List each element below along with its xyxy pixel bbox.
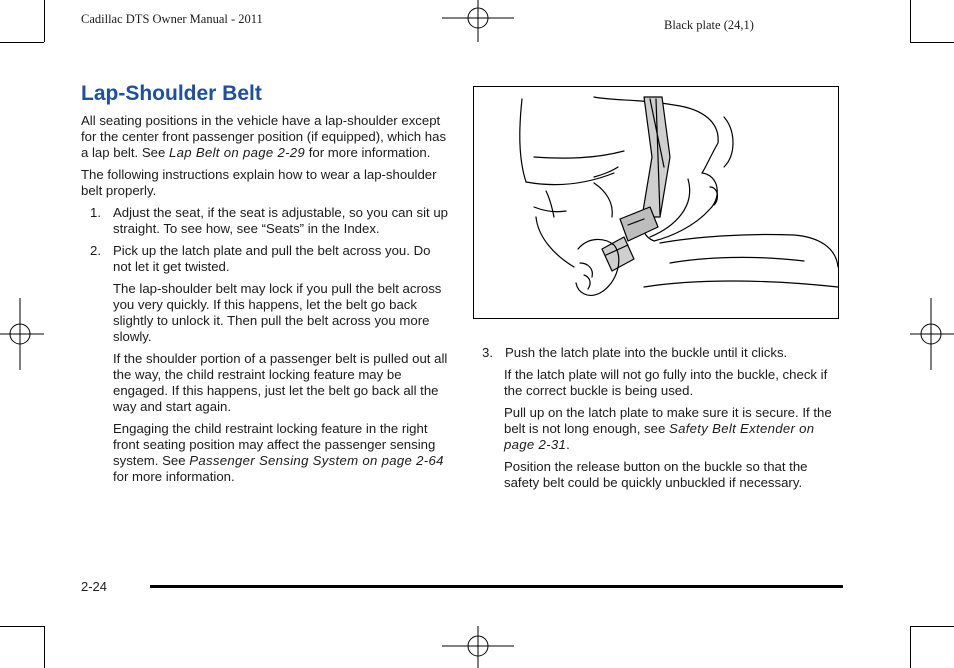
- step-2-note-child-restraint: If the shoulder portion of a passenger belt is pulled out all the way, the child restraint locking feature may be engaged. If this happens, just let the belt go back all the way and start again.: [113, 351, 448, 414]
- section-title: Lap-Shoulder Belt: [81, 82, 262, 105]
- latch-plate-drawing: [474, 87, 838, 318]
- footer-rule: [150, 585, 843, 588]
- step-3: 3. Push the latch plate into the buckle until it clicks.: [482, 345, 788, 360]
- step-2-note-lock: The lap-shoulder belt may lock if you pull the belt across you very quickly. If this happens, let the belt go back slightly to unlock it. Then pull the belt across you more slowly.: [113, 281, 442, 344]
- registration-mark-right: [910, 298, 954, 370]
- registration-mark-bottom: [442, 626, 514, 668]
- step-2-note-sensing: Engaging the child restraint locking feature in the right front seating position may affect the passenger sensing system. See Passenger Sensing System on page 2-64 for more information.: [113, 421, 444, 484]
- crop-mark: [910, 42, 954, 43]
- page-number: 2-24: [81, 579, 108, 594]
- crop-mark: [910, 626, 911, 668]
- safety-belt-extender-link[interactable]: Safety Belt Extender on page 2-31: [504, 421, 815, 452]
- crop-mark: [0, 626, 44, 627]
- crop-mark: [44, 626, 45, 668]
- crop-mark: [0, 42, 44, 43]
- left-column: [81, 113, 451, 491]
- intro-paragraph: All seating positions in the vehicle have a lap-shoulder except for the center front passenger position (if equipped), which has a lap belt. See Lap Belt on page 2-29 for more information.: [81, 113, 447, 160]
- step-2: 2. Pick up the latch plate and pull the belt across you. Do not let it get twisted.: [90, 243, 431, 274]
- passenger-sensing-link[interactable]: Passenger Sensing System on page 2-64: [189, 453, 444, 468]
- crop-mark: [910, 0, 911, 42]
- lap-belt-link[interactable]: Lap Belt on page 2-29: [168, 145, 306, 160]
- intro-paragraph-2: The following instructions explain how to wear a lap-shoulder belt properly.: [81, 167, 437, 198]
- header-plate-label: Black plate (24,1): [664, 18, 754, 32]
- crop-mark: [44, 0, 45, 42]
- step-1: 1. Adjust the seat, if the seat is adjustable, so you can sit up straight. To see how, see “Seats” in the Index.: [90, 205, 449, 236]
- step-3-note-extender: Pull up on the latch plate to make sure it is secure. If the belt is not long enough, see Safety Belt Extender on page 2-31.: [504, 405, 832, 452]
- registration-mark-left: [0, 298, 44, 370]
- crop-mark: [910, 626, 954, 627]
- seat-belt-illustration: [473, 86, 839, 319]
- right-column: [482, 345, 842, 497]
- step-3-note-buckle: If the latch plate will not go fully into the buckle, check if the correct buckle is being used.: [504, 367, 828, 398]
- header-manual-title: Cadillac DTS Owner Manual - 2011: [81, 12, 263, 26]
- registration-mark-top: [442, 0, 514, 42]
- step-3-note-release: Position the release button on the buckle so that the safety belt could be quickly unbuckled if necessary.: [504, 459, 808, 490]
